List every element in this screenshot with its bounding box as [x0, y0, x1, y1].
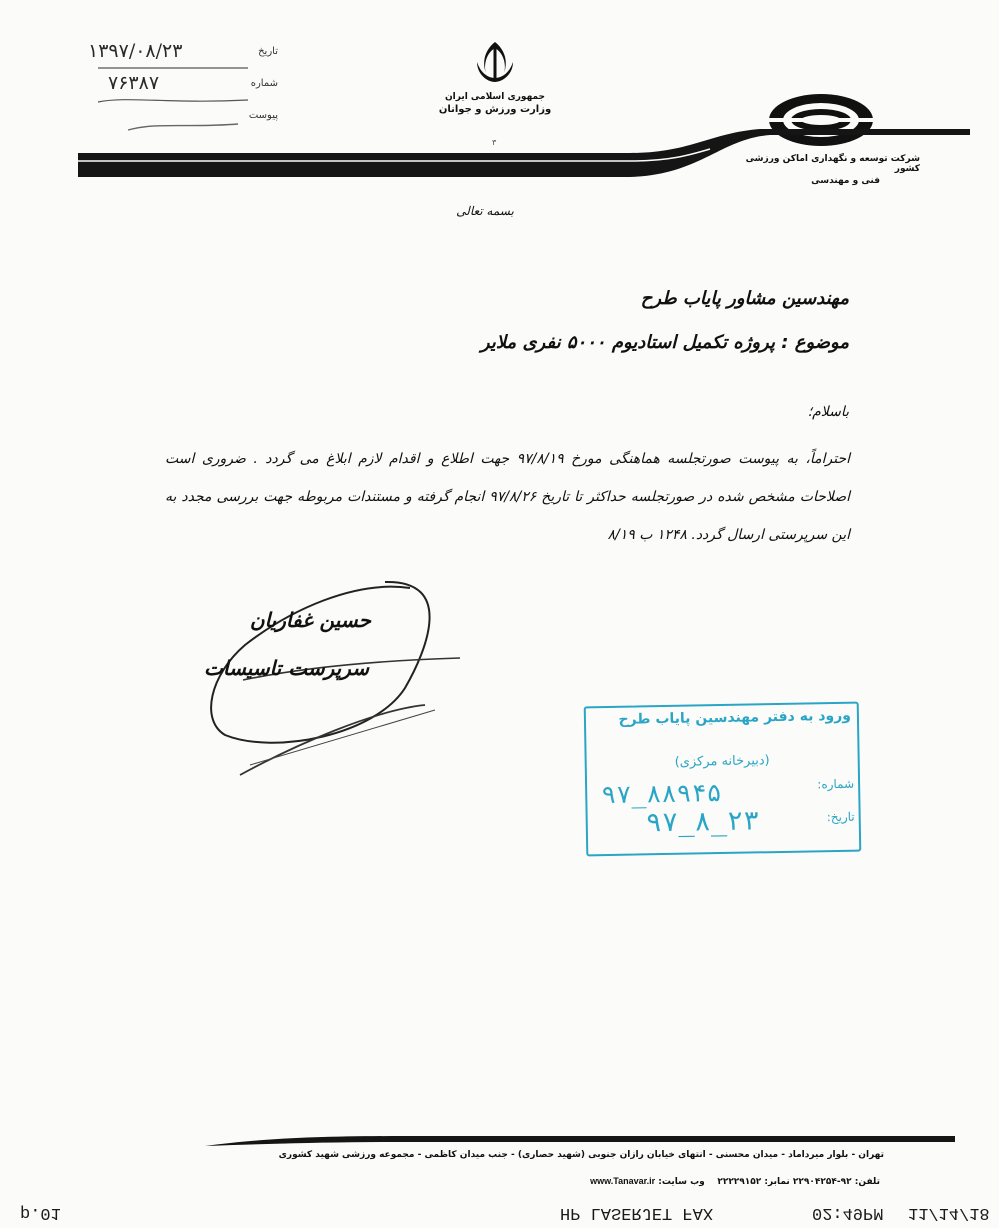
footer-address: تهران - بلوار میرداماد - میدان محسنی - انتهای خیابان رازان جنوبی (شهید حصاری) - جنب میدان کاظمی - مجموعه ورزشی شهید کشوری: [278, 1150, 884, 1160]
gov-country: جمهوری اسلامی ایران: [444, 92, 546, 102]
iran-emblem-icon: [475, 40, 515, 84]
letter-body: احتراماً، به پیوست صورتجلسه هماهنگی مورخ ۹۷/۸/۱۹ جهت اطلاع و اقدام لازم ابلاغ می گردد . ضروری است اصلاحات مشخص شده در صورتجلسه حداکثر تا تاریخ ۹۷/۸/۲۶ انجام گرفته و مستندات مربوطه جهت بررسی مجدد به این سرپرستی ارسال گردد. ۱۲۴۸ ب ۸/۱۹: [165, 451, 851, 543]
stamp-number-value: ۹۷_۸۸۹۴۵: [601, 778, 722, 810]
gov-ministry: وزارت ورزش و جوانان: [438, 104, 552, 115]
attachment-label: پیوست: [248, 110, 278, 121]
basmala: بسمه تعالی: [456, 204, 514, 218]
signatory-name: حسین غفاریان: [249, 608, 371, 632]
stamp-date-value: ۹۷_۸_۲۳: [645, 805, 760, 839]
addressee: مهندسین مشاور پایاب طرح: [640, 288, 849, 309]
footer-phone: تلفن: ۹۲-۲۲۹۰۴۲۵۴ نمابر: ۲۲۲۲۹۱۵۲: [717, 1177, 880, 1187]
letter-meta: [88, 38, 278, 133]
company-name: شرکت توسعه و نگهداری اماکن ورزشی کشور: [745, 154, 920, 174]
fax-transmission-line: [0, 1196, 999, 1226]
number-label: شماره: [250, 78, 278, 89]
subject-line: موضوع : پروژه تکمیل استادیوم ۵۰۰۰ نفری ملایر: [480, 332, 849, 353]
number-value: ۷۶۳۸۷: [108, 72, 160, 94]
stamp-date-label: تاریخ:: [826, 809, 855, 825]
company-name-block: [730, 80, 920, 186]
signatory-title: سرپرست تاسیسات: [204, 656, 369, 680]
fax-date: 11/14/18: [908, 1203, 990, 1222]
stamp-subtitle: (دبیرخانه مرکزی): [674, 753, 770, 770]
stamp-title: ورود به دفتر مهندسین پایاب طرح: [618, 707, 852, 728]
small-mark: ۳: [492, 138, 497, 147]
fax-time: 02:49PM: [812, 1203, 884, 1222]
fax-page: p.01: [20, 1203, 61, 1222]
footer-website-label: وب سایت:: [658, 1177, 705, 1187]
footer-contact: [360, 1176, 880, 1187]
company-department: فنی و مهندسی: [811, 176, 880, 186]
handwriting-lines: [88, 38, 278, 133]
stamp-number-label: شماره:: [817, 776, 855, 792]
fax-device: HP LASERJET FAX: [560, 1203, 714, 1222]
date-label: تاریخ: [258, 46, 278, 57]
date-value: ۱۳۹۷/۰۸/۲۳: [88, 40, 183, 62]
footer-swoosh: [205, 1126, 955, 1150]
salutation: باسلام؛: [807, 404, 849, 420]
receipt-stamp: [584, 702, 862, 857]
footer-website: www.Tanavar.ir: [590, 1176, 656, 1186]
